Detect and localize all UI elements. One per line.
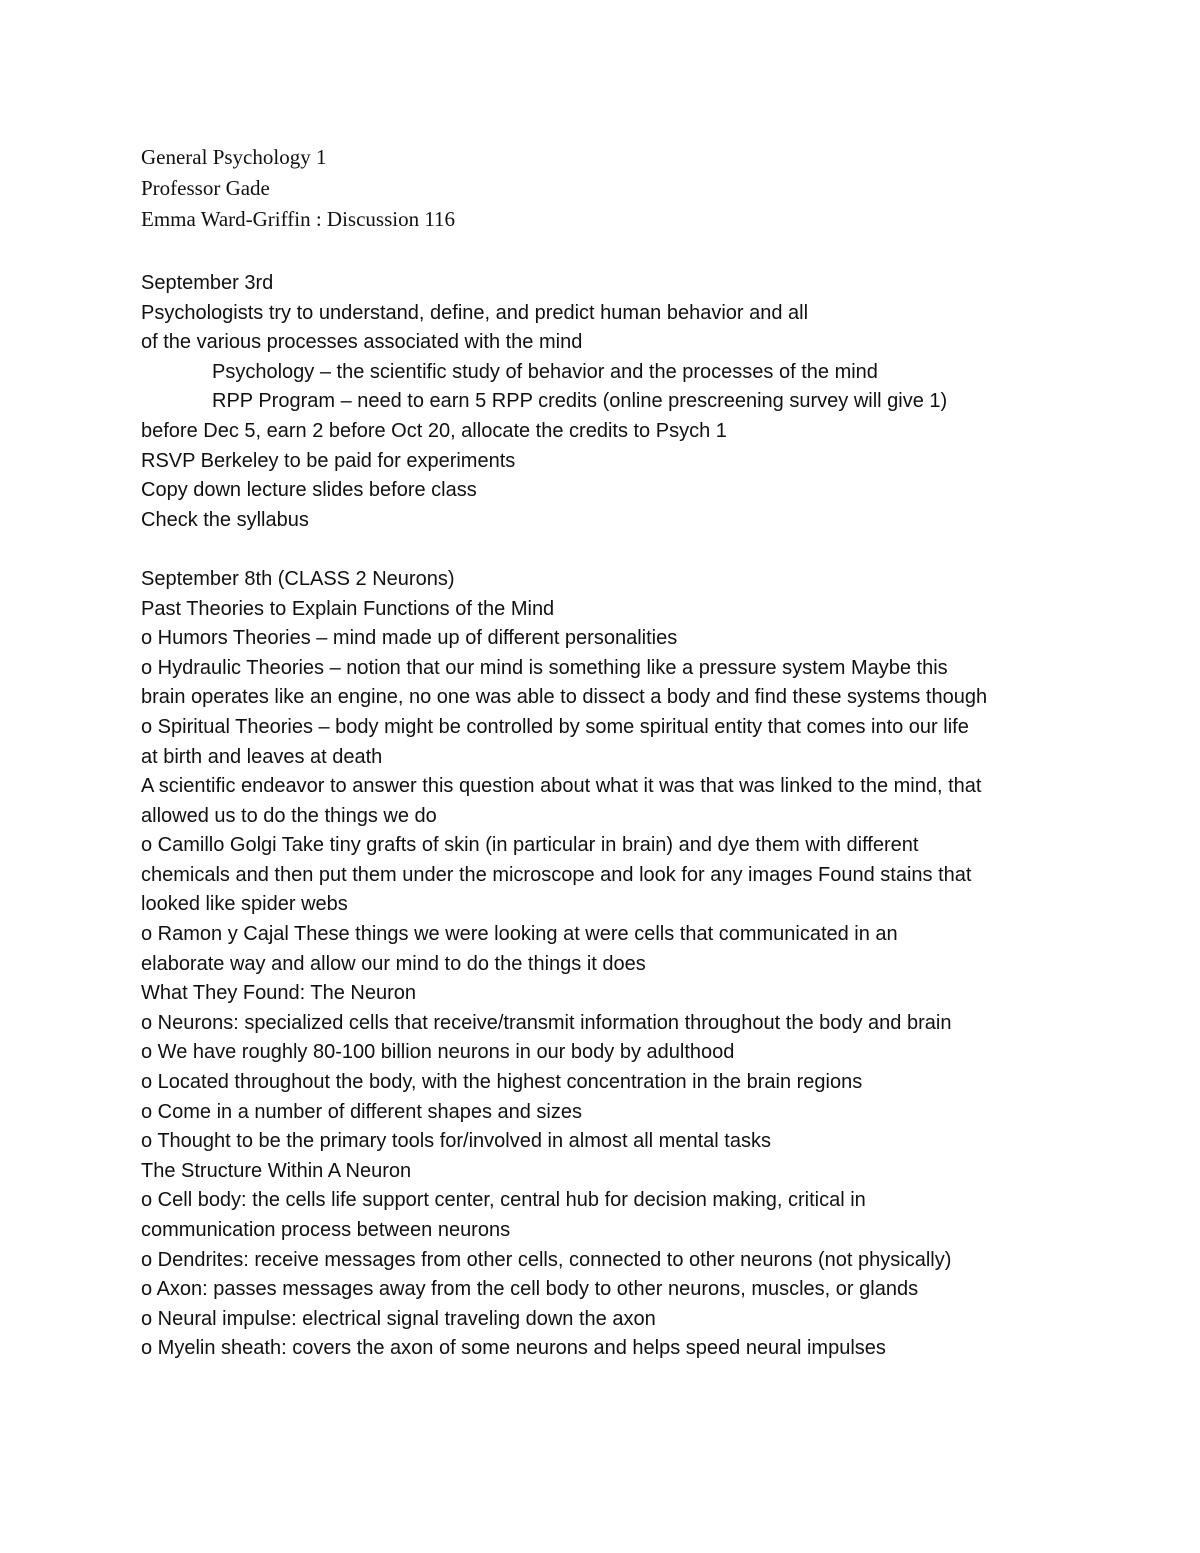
note-line: chemicals and then put them under the microscope and look for any images Found stains that — [141, 863, 972, 886]
note-line: of the various processes associated with the mind — [141, 331, 583, 354]
note-line: o Located throughout the body, with the highest concentration in the brain regions — [141, 1071, 863, 1094]
sept8-notes — [141, 595, 1061, 1364]
note-line: o Come in a number of different shapes and sizes — [141, 1100, 582, 1123]
indented-note-line: Psychology – the scientific study of behavior and the processes of the mind — [212, 360, 878, 383]
note-line: o Camillo Golgi Take tiny grafts of skin (in particular in brain) and dye them with different — [141, 834, 919, 857]
note-line: The Structure Within A Neuron — [141, 1159, 412, 1182]
note-line: elaborate way and allow our mind to do the things it does — [141, 952, 646, 975]
note-line: Check the syllabus — [141, 508, 309, 531]
course-title: General Psychology 1 — [141, 145, 327, 169]
note-line: looked like spider webs — [141, 893, 348, 916]
note-line: o Neurons: specialized cells that receive/transmit information throughout the body and brain — [141, 1011, 952, 1034]
note-line: allowed us to do the things we do — [141, 804, 437, 827]
document-header — [141, 142, 455, 235]
note-line: Past Theories to Explain Functions of the Mind — [141, 597, 555, 620]
note-line: before Dec 5, earn 2 before Oct 20, allocate the credits to Psych 1 — [141, 419, 727, 442]
paragraph-gap — [141, 535, 1061, 565]
note-line: o Axon: passes messages away from the cell body to other neurons, muscles, or glands — [141, 1278, 919, 1301]
note-line: A scientific endeavor to answer this question about what it was that was linked to the mind, that — [141, 775, 982, 798]
note-line: o Ramon y Cajal These things we were looking at were cells that communicated in an — [141, 923, 898, 946]
section-date-sept3: September 3rd — [141, 272, 274, 294]
note-line: o Spiritual Theories – body might be controlled by some spiritual entity that comes into our life — [141, 715, 969, 738]
note-line: o Humors Theories – mind made up of different personalities — [141, 627, 678, 650]
note-line: What They Found: The Neuron — [141, 982, 416, 1005]
note-line: brain operates like an engine, no one was able to dissect a body and find these systems though — [141, 686, 988, 709]
note-line: Psychologists try to understand, define, and predict human behavior and all — [141, 301, 809, 324]
section-date-sept8: September 8th (CLASS 2 Neurons) — [141, 567, 455, 590]
note-line: o Dendrites: receive messages from other cells, connected to other neurons (not physically) — [141, 1248, 952, 1271]
note-line: RSVP Berkeley to be paid for experiments — [141, 449, 516, 472]
notes-body — [141, 269, 1061, 1364]
note-line: o Cell body: the cells life support center, central hub for decision making, critical in — [141, 1189, 866, 1212]
note-line: o Myelin sheath: covers the axon of some neurons and helps speed neural impulses — [141, 1337, 886, 1360]
note-line: Copy down lecture slides before class — [141, 479, 477, 502]
professor-name: Professor Gade — [141, 176, 270, 200]
note-line: o We have roughly 80-100 billion neurons in our body by adulthood — [141, 1041, 735, 1064]
note-line: communication process between neurons — [141, 1219, 511, 1241]
note-line: o Neural impulse: electrical signal traveling down the axon — [141, 1307, 656, 1330]
indented-note-line: RPP Program – need to earn 5 RPP credits (online prescreening survey will give 1) — [212, 390, 948, 413]
note-line: at birth and leaves at death — [141, 745, 383, 768]
note-line: o Thought to be the primary tools for/involved in almost all mental tasks — [141, 1130, 771, 1153]
student-discussion: Emma Ward-Griffin : Discussion 116 — [141, 207, 456, 231]
note-line: o Hydraulic Theories – notion that our mind is something like a pressure system Maybe this — [141, 656, 948, 679]
